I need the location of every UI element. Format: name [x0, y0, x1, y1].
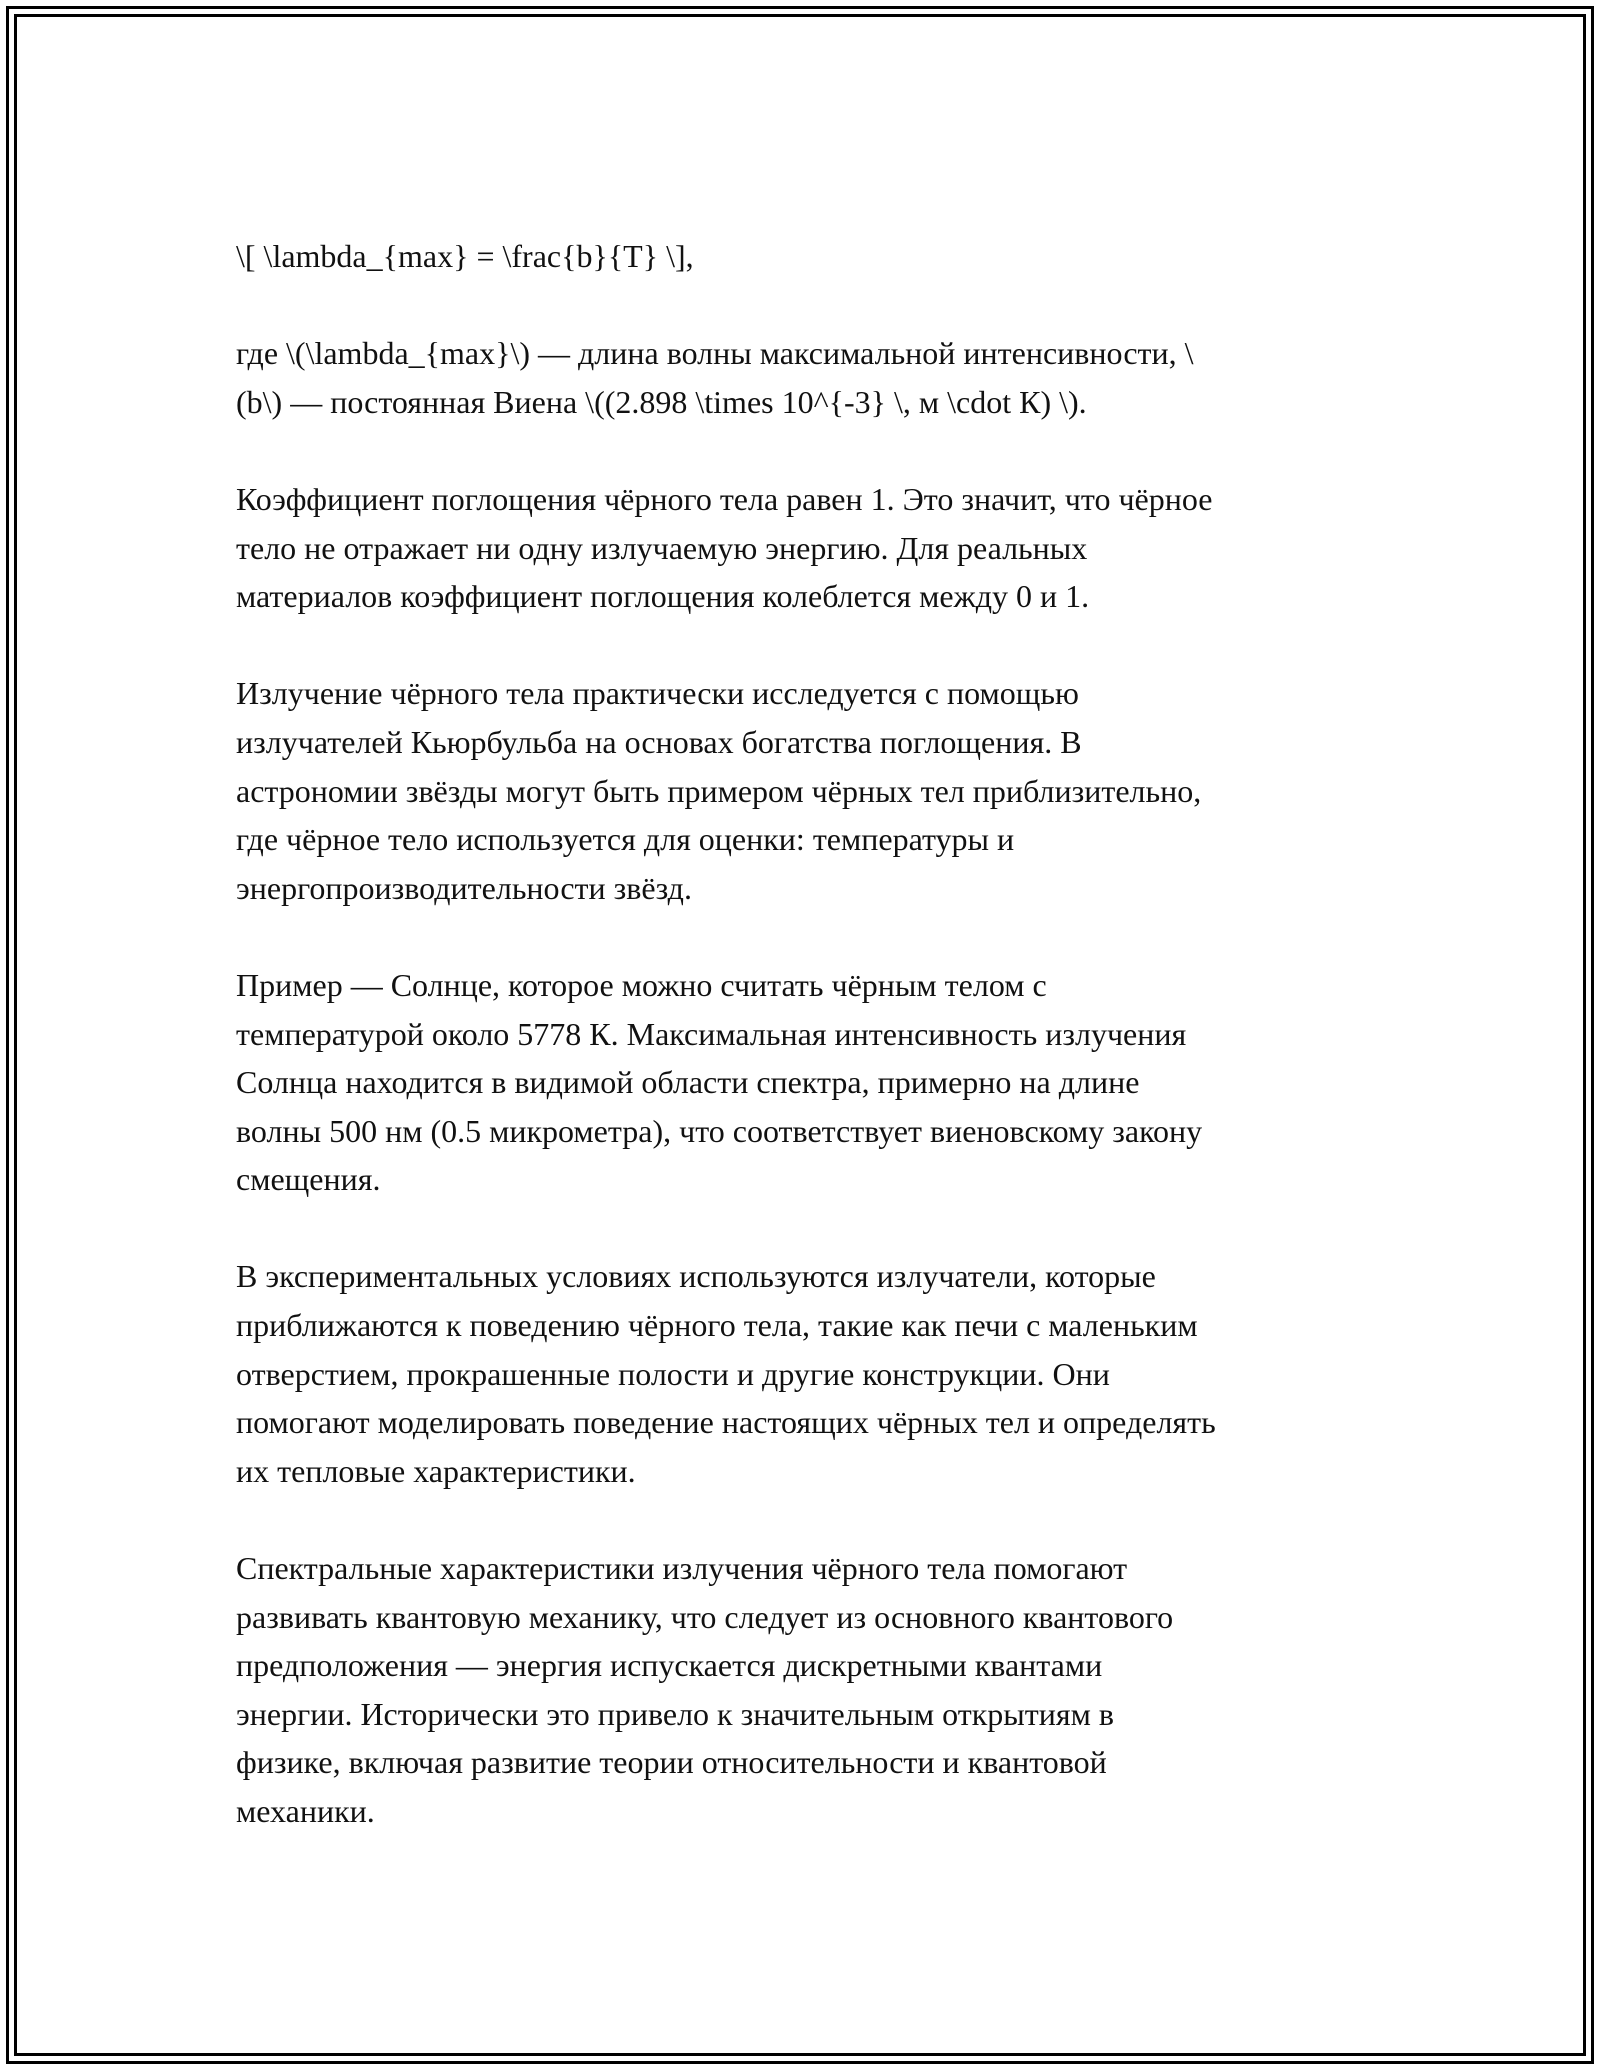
experimental-emitters-paragraph: В экспериментальных условиях используются излучатели, которые приближаются к поведению чёрного тела, такие как печи с маленьким отверстием, прокрашенные полости и другие конструкции. Они помогают моделировать поведение настоящих чёрных тел и определять их тепловые характеристики.	[236, 1258, 1216, 1489]
absorption-coefficient-paragraph: Коэффициент поглощения чёрного тела равен 1. Это значит, что чёрное тело не отражает ни одну излучаемую энергию. Для реальных материалов коэффициент поглощения колеблется между 0 и 1.	[236, 480, 1213, 615]
spectral-characteristics-paragraph: Спектральные характеристики излучения чёрного тела помогают развивать квантовую механику, что следует из основного квантового предположения — энергия испускается дискретными квантами энергии. Исторически это привело к значительным открытиям в физике, включая развитие теории относительности и квантовой механики.	[236, 1550, 1174, 1829]
blackbody-study-paragraph: Излучение чёрного тела практически исследуется с помощью излучателей Кьюрбульба на основах богатства поглощения. В астрономии звёзды могут быть примером чёрных тел приблизительно, где чёрное тело используется для оценки: температуры и энергопроизводительности звёзд.	[236, 675, 1202, 906]
formula-definitions-paragraph: где \(\lambda_{max}\) — длина волны максимальной интенсивности, \ (b\) — постоянная Виена \((2.898 \times 10^{-3} \, м \cdot К) \).	[236, 335, 1194, 420]
formula-line: \[ \lambda_{max} = \frac{b}{T} \],	[236, 238, 694, 274]
document-body	[236, 232, 1366, 1836]
sun-example-paragraph: Пример — Солнце, которое можно считать чёрным телом с температурой около 5778 К. Максимальная интенсивность излучения Солнца находится в видимой области спектра, примерно на длине волны 500 нм (0.5 микрометра), что соответствует виеновскому закону смещения.	[236, 966, 1203, 1198]
